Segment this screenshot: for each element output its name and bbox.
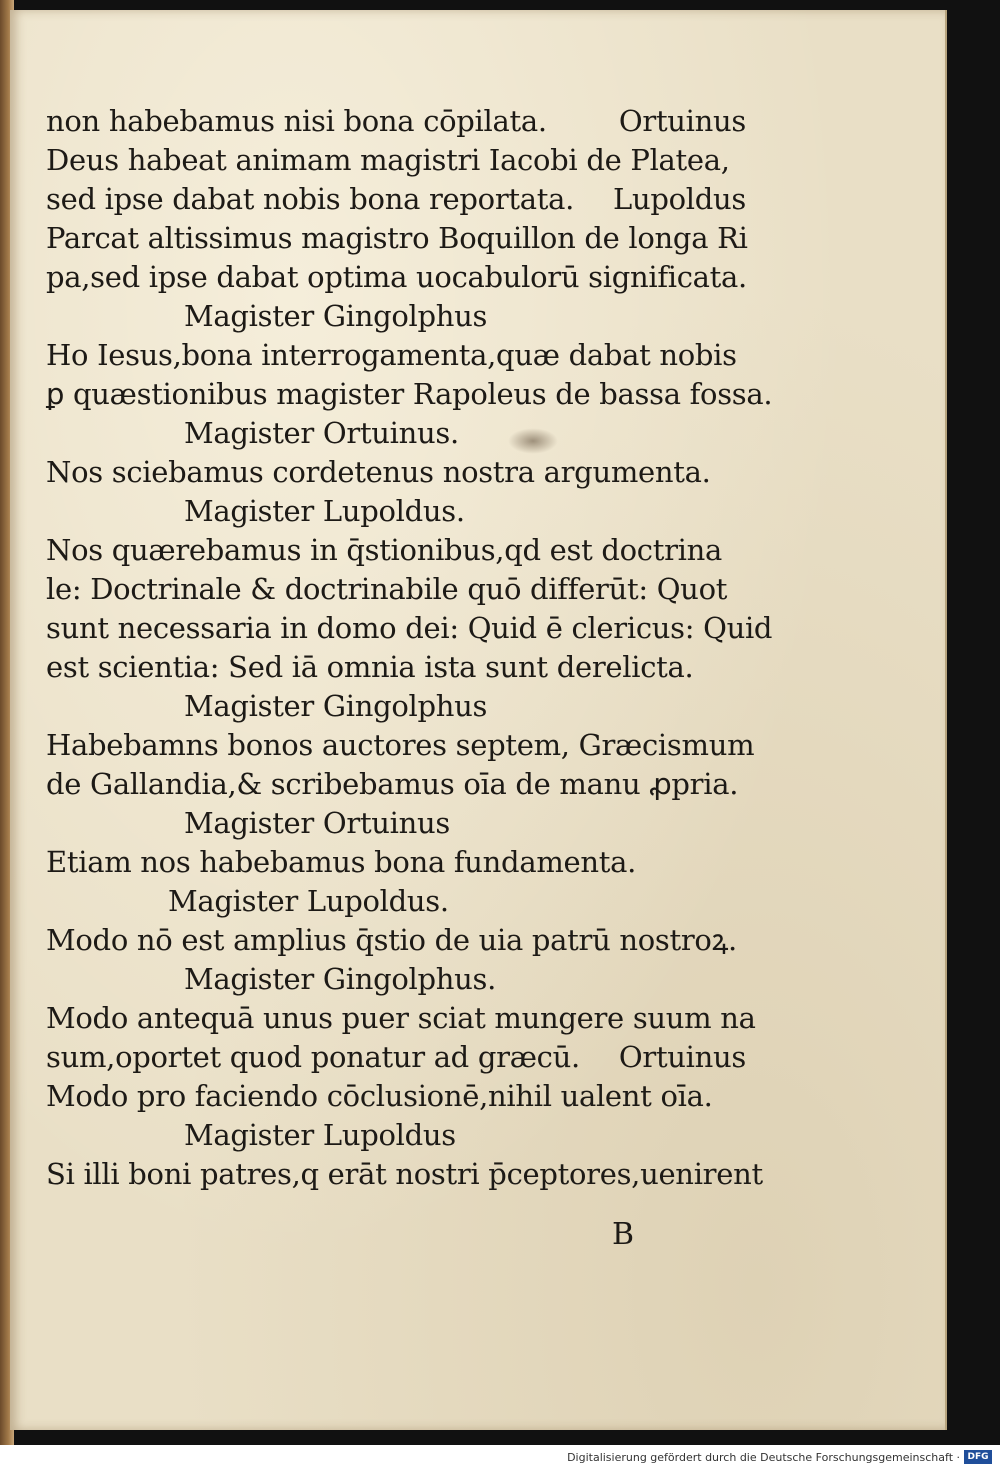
text-line: Ho Iesus,bona interrogamenta,quæ dabat nobis bbox=[46, 338, 737, 372]
text-line: Habebamns bonos auctores septem, Græcismum bbox=[46, 728, 755, 762]
speaker-heading: Magister Lupoldus. bbox=[184, 494, 465, 528]
text-line bbox=[46, 180, 746, 219]
speaker-heading: Magister Gingolphus. bbox=[184, 962, 497, 996]
text-line-body: sum,oportet quod ponatur ad græcū. bbox=[46, 1040, 580, 1074]
speaker-heading: Magister Gingolphus bbox=[184, 689, 488, 723]
text-line: Nos quærebamus in q̄stionibus,qd est doctrina bbox=[46, 533, 722, 567]
ink-smudge bbox=[508, 428, 558, 454]
text-line: Parcat altissimus magistro Boquillon de longa Ri bbox=[46, 221, 748, 255]
text-line-body: sed ipse dabat nobis bona reportata. bbox=[46, 182, 575, 216]
text-line: le: Doctrinale & doctrinabile quō differūt: Quot bbox=[46, 572, 728, 606]
text-line: Etiam nos habebamus bona fundamenta. bbox=[46, 845, 637, 879]
text-line-body: non habebamus nisi bona cōpilata. bbox=[46, 104, 547, 138]
speaker-heading: Magister Ortuinus bbox=[184, 806, 450, 840]
text-line bbox=[46, 1038, 746, 1077]
page-text-block bbox=[46, 102, 773, 1194]
speaker-name: Ortuinus bbox=[618, 1040, 746, 1074]
text-line: Modo nō est amplius q̄stio de uia patrū nostroꝝ. bbox=[46, 923, 737, 957]
text-line: Deus habeat animam magistri Iacobi de Platea, bbox=[46, 143, 730, 177]
speaker-heading: Magister Lupoldus bbox=[184, 1118, 456, 1152]
text-line: Si illi boni patres,q erāt nostri p̄ceptores,uenirent bbox=[46, 1157, 763, 1191]
text-line: de Gallandia,& scribebamus oīa de manu ꝓpria. bbox=[46, 767, 739, 801]
text-line bbox=[46, 102, 746, 141]
funding-notice: Digitalisierung gefördert durch die Deutsche Forschungsgemeinschaft · bbox=[567, 1451, 960, 1464]
footer-bar bbox=[0, 1445, 1000, 1470]
text-line: sunt necessaria in domo dei: Quid ē clericus: Quid bbox=[46, 611, 773, 645]
dfg-logo-icon: DFG bbox=[964, 1450, 992, 1464]
text-line: pa,sed ipse dabat optima uocabulorū significata. bbox=[46, 260, 747, 294]
text-line: Modo antequā unus puer sciat mungere suum na bbox=[46, 1001, 756, 1035]
speaker-heading: Magister Gingolphus bbox=[184, 299, 488, 333]
speaker-heading: Magister Lupoldus. bbox=[168, 884, 449, 918]
text-line: Nos sciebamus cordetenus nostra argumenta. bbox=[46, 455, 711, 489]
text-line: ꝑ quæstionibus magister Rapoleus de bassa fossa. bbox=[46, 377, 773, 411]
signature-mark: B bbox=[612, 1217, 635, 1252]
text-line: est scientia: Sed iā omnia ista sunt derelicta. bbox=[46, 650, 694, 684]
book-page bbox=[10, 10, 947, 1430]
text-line: Modo pro faciendo cōclusionē,nihil ualent oīa. bbox=[46, 1079, 713, 1113]
speaker-name: Ortuinus bbox=[618, 104, 746, 138]
speaker-name: Lupoldus bbox=[613, 182, 746, 216]
speaker-heading: Magister Ortuinus. bbox=[184, 416, 459, 450]
